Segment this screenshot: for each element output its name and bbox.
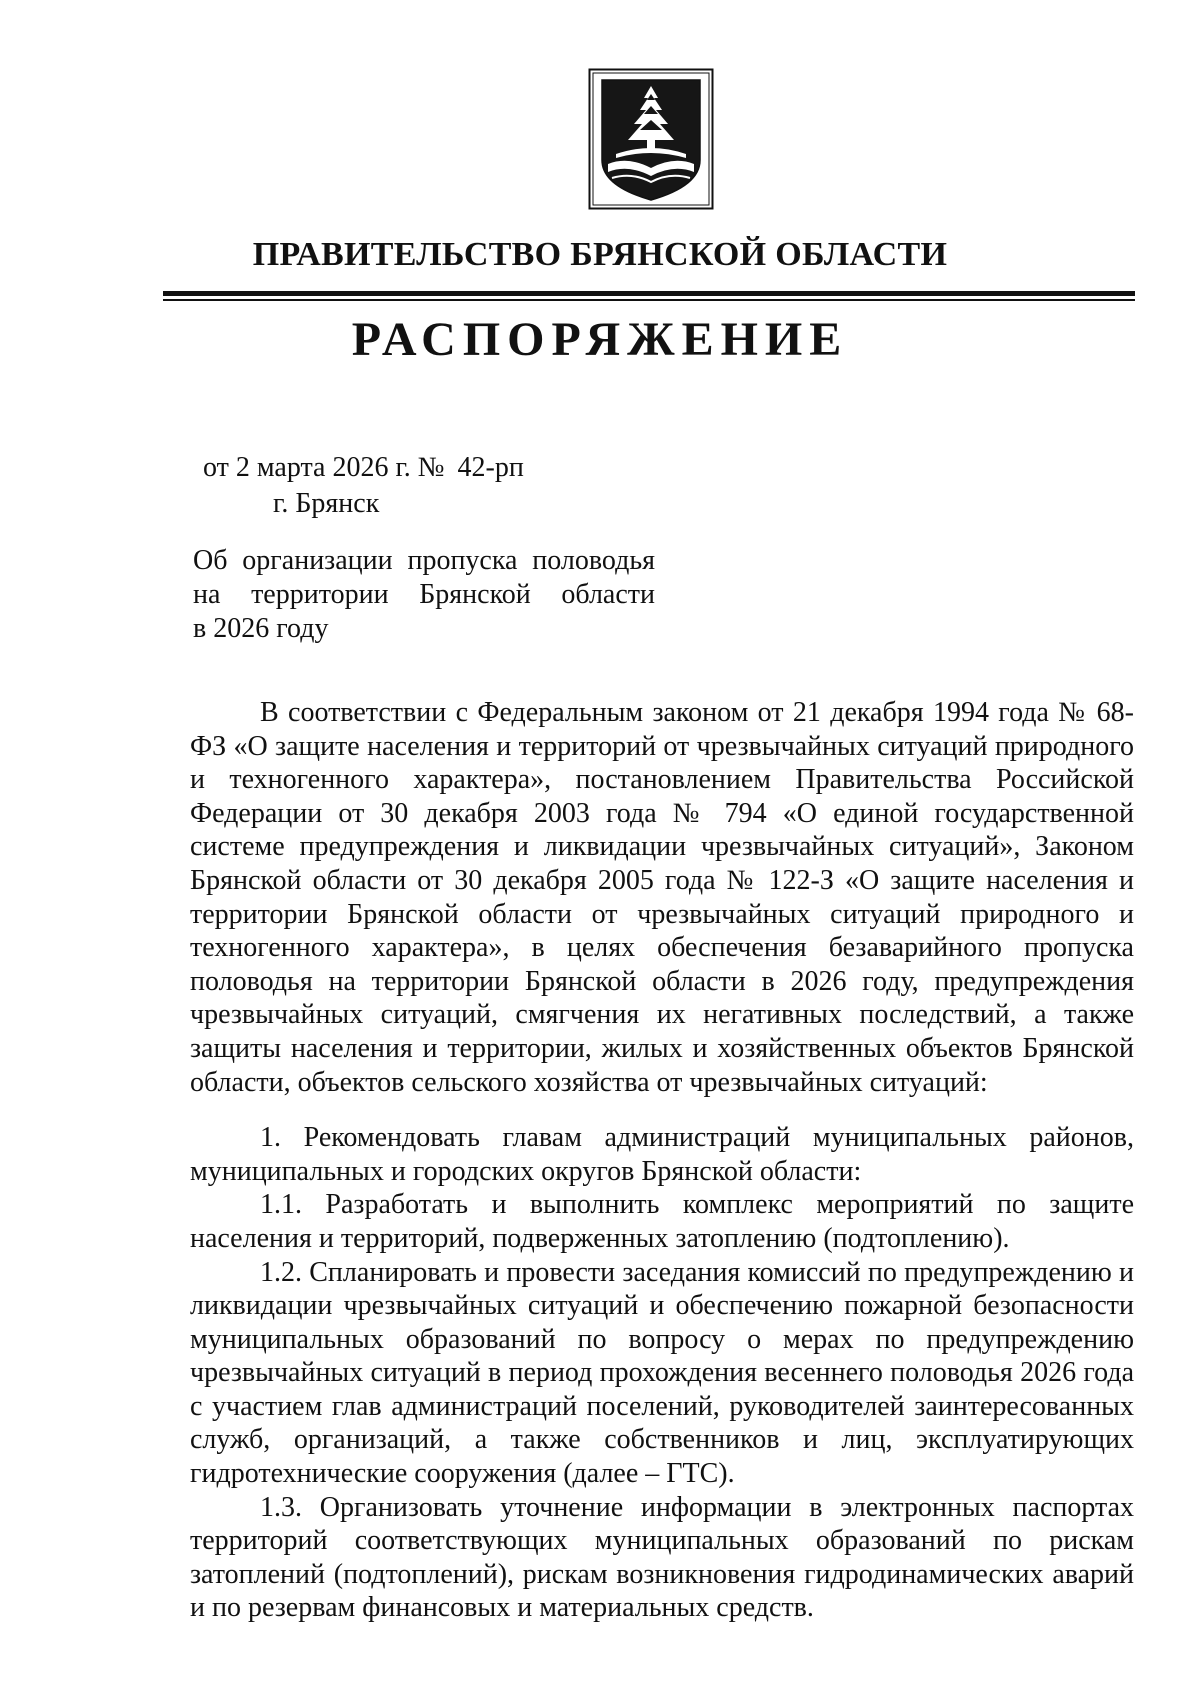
header-divider-thin xyxy=(163,299,1135,301)
header-divider-thick xyxy=(163,291,1135,296)
document-number: 42-рп xyxy=(457,452,524,483)
document-date: 2 марта 2026 г. xyxy=(235,452,411,483)
document-body xyxy=(190,696,1134,1625)
coat-of-arms-emblem xyxy=(588,68,714,210)
clause-1-1: 1.1. Разработать и выполнить комплекс мероприятий по защите населения и территорий, подверженных затоплению (подтоплению). xyxy=(190,1189,1134,1254)
document-subject xyxy=(193,544,655,646)
dateline-from: от xyxy=(203,452,229,483)
document-type-title: РАСПОРЯЖЕНИЕ xyxy=(351,313,849,366)
clause-1-3: 1.3. Организовать уточнение информации в электронных паспортах территорий соответствующих муниципальных образований по рискам затоплений (подтоплений), рискам возникновения гидродинамических аварий и по резервам финансовых и материальных средств. xyxy=(190,1491,1134,1624)
government-title: ПРАВИТЕЛЬСТВО БРЯНСКОЙ ОБЛАСТИ xyxy=(252,236,948,273)
document-city: г. Брянск xyxy=(273,488,380,519)
clause-1: 1. Рекомендовать главам администраций муниципальных районов, муниципальных и городских округов Брянской области: xyxy=(190,1122,1134,1187)
subject-line: Об организации пропуска половодья xyxy=(193,545,655,576)
clause-1-2: 1.2. Спланировать и провести заседания комиссий по предупреждению и ликвидации чрезвычайных ситуаций и обеспечению пожарной безопасности муниципальных образований по вопросу о мерах по предупреждению чрезвычайных ситуаций в период прохождения весеннего половодья 2026 года с участием глав администраций поселений, руководителей заинтересованных служб, организаций, а также собственников и лиц, эксплуатирующих гидротехнические сооружения (далее – ГТС). xyxy=(190,1256,1134,1490)
subject-line: на территории Брянской области xyxy=(193,579,655,610)
subject-line: в 2026 году xyxy=(193,613,329,644)
document-dateline xyxy=(203,452,524,484)
number-sign: № xyxy=(417,452,445,483)
preamble-paragraph: В соответствии с Федеральным законом от 21 декабря 1994 года № 68-ФЗ «О защите населения и территорий от чрезвычайных ситуаций природного и техногенного характера», постановлением Правительства Российской Федерации от 30 декабря 2003 года № 794 «О единой государственной системе предупреждения и ликвидации чрезвычайных ситуаций», Законом Брянской области от 30 декабря 2005 года № 122-З «О защите населения и территории Брянской области от чрезвычайных ситуаций природного и техногенного характера», в целях обеспечения безаварийного пропуска половодья на территории Брянской области в 2026 году, предупреждения чрезвычайных ситуаций, смягчения их негативных последствий, а также защиты населения и территории, жилых и хозяйственных объектов Брянской области, объектов сельского хозяйства от чрезвычайных ситуаций: xyxy=(190,697,1134,1098)
